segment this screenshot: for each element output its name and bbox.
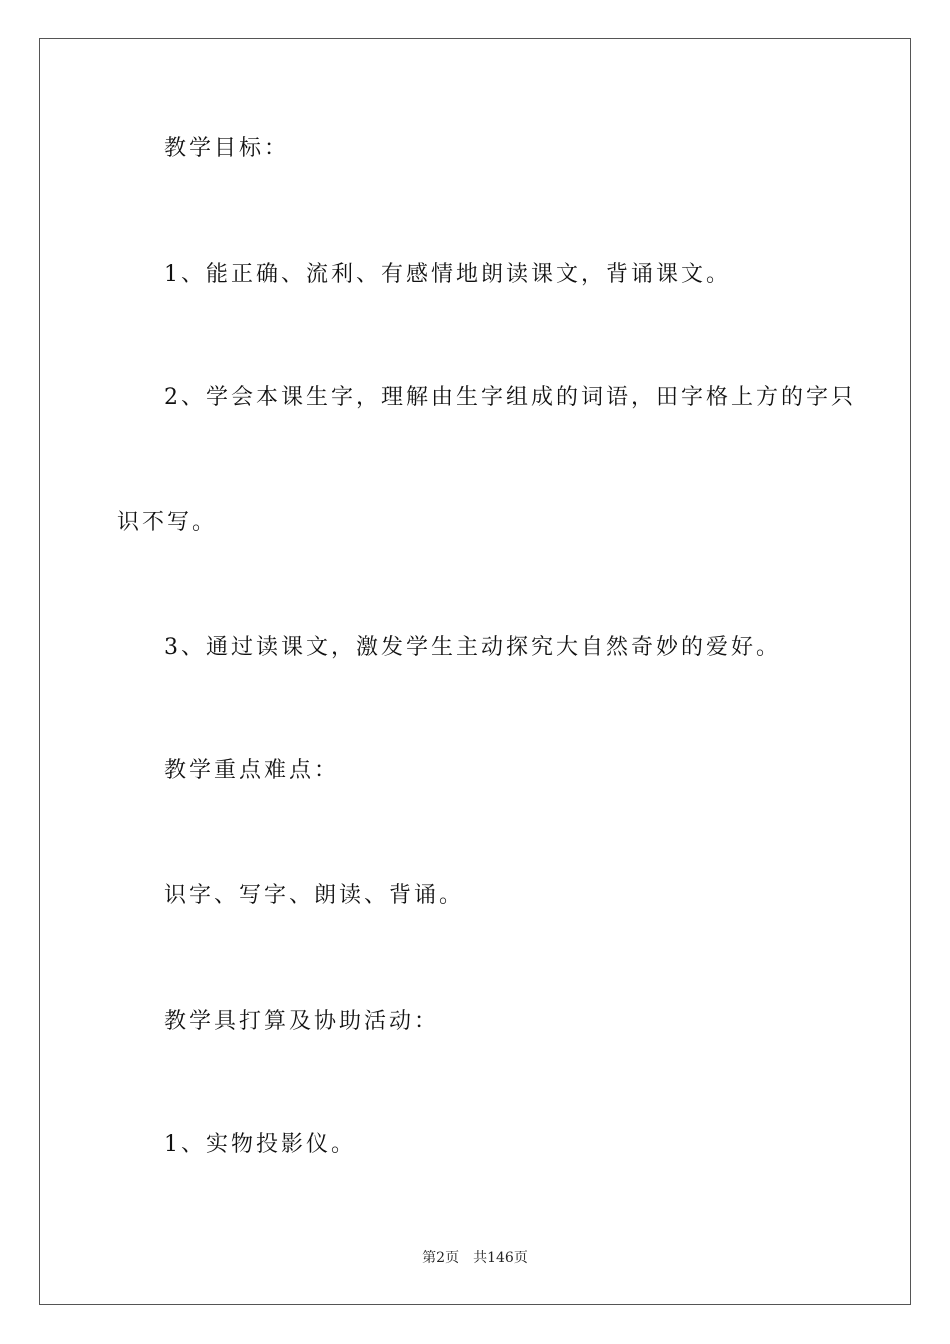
- page-total: 共146页: [473, 1250, 528, 1266]
- page-number: 第2页: [422, 1250, 460, 1266]
- objective-item-1: 1、能正确、流利、有感情地朗读课文，背诵课文。: [164, 262, 731, 287]
- objective-item-2: 2、学会本课生字，理解由生字组成的词语，田字格上方的字只: [164, 385, 856, 410]
- key-difficulties-text: 识字、写字、朗读、背诵。: [164, 883, 465, 908]
- page-border: [39, 38, 911, 1305]
- objective-item-2-continued: 识不写。: [117, 510, 218, 535]
- objective-item-3: 3、通过读课文，激发学生主动探究大自然奇妙的爱好。: [164, 635, 781, 660]
- heading-key-difficulties: 教学重点难点：: [164, 758, 340, 783]
- teaching-aid-item-1: 1、实物投影仪。: [164, 1132, 356, 1157]
- heading-teaching-objectives: 教学目标：: [164, 136, 290, 161]
- heading-teaching-aids: 教学具打算及协助活动：: [164, 1009, 440, 1034]
- page-footer: [0, 1248, 950, 1268]
